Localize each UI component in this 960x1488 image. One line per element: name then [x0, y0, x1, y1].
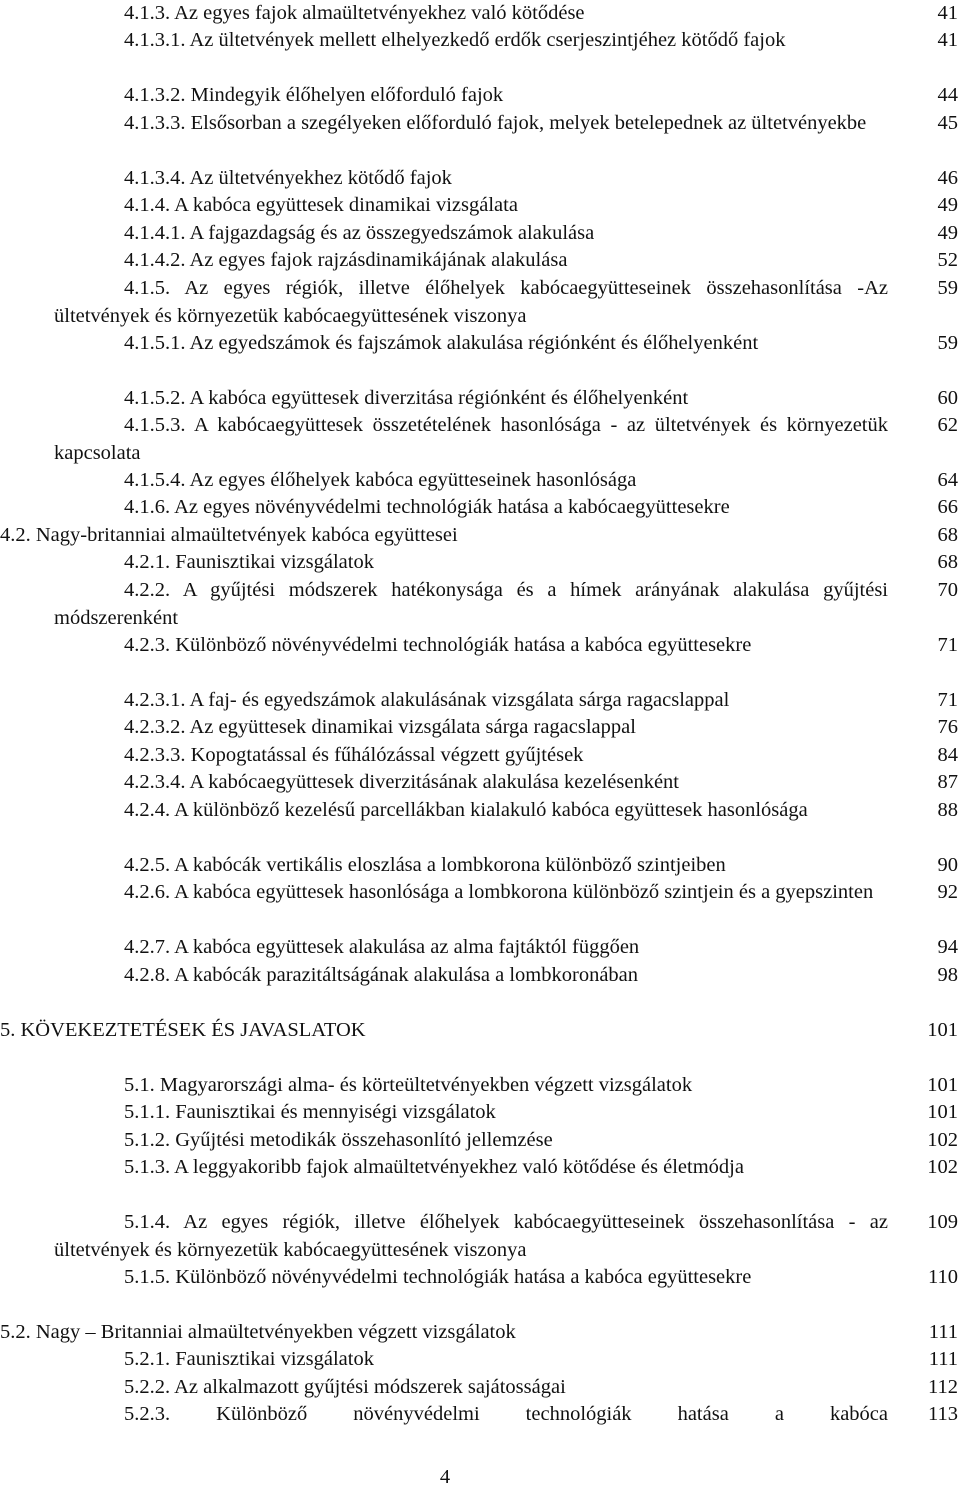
- toc-entry-title: 4.2.8. A kabócák parazitáltságának alakulása a lombkoronában: [124, 964, 639, 986]
- toc-entry-title: 4.1.4.1. A fajgazdagság és az összegyedszámok alakulása: [124, 222, 595, 244]
- toc-entry-title: 4.1.4. A kabóca együttesek dinamikai vizsgálata: [124, 194, 518, 216]
- toc-entry: [124, 247, 960, 275]
- toc-entry-page: 60: [937, 387, 958, 409]
- toc-entry-title: 4.1.3.1. Az ültetvények mellett elhelyezkedő erdők cserjeszintjéhez kötődő fajok: [124, 29, 786, 51]
- toc-entry-page: 109: [927, 1211, 958, 1233]
- toc-entry: [124, 1374, 960, 1402]
- toc-entry-page: 88: [937, 799, 958, 821]
- toc-entry-page: 113: [928, 1403, 958, 1425]
- toc-entry-page: 62: [937, 414, 958, 436]
- toc-entry: [124, 220, 960, 248]
- toc-entry-title: 5.1.5. Különböző növényvédelmi technológiák hatása a kabóca együttesekre: [124, 1266, 752, 1288]
- toc-entry: [124, 852, 960, 880]
- toc-entry-title: 4.2.7. A kabóca együttesek alakulása az alma fajtáktól függően: [124, 936, 640, 958]
- toc-entry-title: 4.2.5. A kabócák vertikális eloszlása a lombkorona különböző szintjeiben: [124, 854, 726, 876]
- toc-entry: [124, 687, 960, 715]
- toc-entry-page: 44: [937, 84, 958, 106]
- toc-entry-page: 45: [937, 112, 958, 134]
- toc-entry-page: 71: [937, 689, 958, 711]
- toc-entry-title: 5.1. Magyarországi alma- és körteültetvényekben végzett vizsgálatok: [124, 1074, 693, 1096]
- toc-entry: [124, 1401, 960, 1429]
- toc-entry: [124, 467, 960, 495]
- toc-entry: [54, 1264, 960, 1292]
- toc-entry-page: 111: [928, 1321, 958, 1343]
- toc-entry-title: 4.2.3.2. Az együttesek dinamikai vizsgálata sárga ragacslappal: [124, 716, 636, 738]
- toc-entry: [54, 879, 960, 907]
- toc-entry: [124, 714, 960, 742]
- toc-entry-title: 4.1.3.4. Az ültetvényekhez kötődő fajok: [124, 167, 452, 189]
- toc-entry: [124, 549, 960, 577]
- toc-entry-title: 4.1.6. Az egyes növényvédelmi technológiák hatása a kabócaegyüttesekre: [124, 496, 730, 518]
- toc-entry: [54, 797, 960, 825]
- toc-entry-page: 71: [937, 634, 958, 656]
- toc-entry-page: 41: [937, 2, 958, 24]
- toc-entry-title: 4.2.3. Különböző növényvédelmi technológiák hatása a kabóca együttesekre: [124, 634, 752, 656]
- toc-entry-page: 52: [937, 249, 958, 271]
- toc-entry: [124, 0, 960, 28]
- toc-entry: [0, 1319, 960, 1347]
- toc-entry-page: 49: [937, 194, 958, 216]
- toc-entry-title: 5.2.1. Faunisztikai vizsgálatok: [124, 1348, 374, 1370]
- toc-entry-page: 98: [937, 964, 958, 986]
- toc-entry-page: 87: [937, 771, 958, 793]
- toc-entry-page: 46: [937, 167, 958, 189]
- toc-entry-page: 110: [928, 1266, 958, 1288]
- toc-entry-page: 70: [937, 579, 958, 601]
- toc-entry-page: 92: [937, 881, 958, 903]
- toc-entry-page: 76: [937, 716, 958, 738]
- toc-entry-title: 4.2.1. Faunisztikai vizsgálatok: [124, 551, 374, 573]
- toc-entry-title: 4.1.5.2. A kabóca együttesek diverzitása régiónként és élőhelyenként: [124, 387, 689, 409]
- toc-entry: [124, 1099, 960, 1127]
- toc-entry: [54, 632, 960, 660]
- toc-entry: [124, 1072, 960, 1100]
- toc-entry: [124, 934, 960, 962]
- toc-entry-page: 64: [937, 469, 958, 491]
- toc-entry-page: 59: [937, 332, 958, 354]
- toc-entry: [124, 1127, 960, 1155]
- toc-entry-page: 94: [937, 936, 958, 958]
- toc-entry: [124, 165, 960, 193]
- toc-entry-title: 4.2.3.3. Kopogtatással és fűhálózással végzett gyűjtések: [124, 744, 584, 766]
- toc-entry-title: 4.1.5.1. Az egyedszámok és fajszámok alakulása régiónként és élőhelyenként: [124, 332, 759, 354]
- toc-entry-page: 101: [927, 1074, 958, 1096]
- toc-entry-title: 4.2.6. A kabóca együttesek hasonlósága a lombkorona különböző szintjein és a gyepszinten: [124, 881, 874, 903]
- toc-entry-title: 5.2.3. Különböző növényvédelmi technológiák hatása a kabóca: [124, 1403, 888, 1425]
- toc-entry-title: 4.1.4.2. Az egyes fajok rajzásdinamikájának alakulása: [124, 249, 568, 271]
- toc-entry: [54, 330, 960, 358]
- toc-entry-title: 4.2. Nagy-britanniai almaültetvények kabóca együttesei: [0, 524, 458, 546]
- toc-entry-title: 5.2.2. Az alkalmazott gyűjtési módszerek sajátosságai: [124, 1376, 566, 1398]
- page-number: 4: [439, 1466, 451, 1488]
- toc-entry-page: 112: [928, 1376, 958, 1398]
- toc-entry-page: 101: [927, 1019, 958, 1041]
- toc-entry-title: 4.1.5. Az egyes régiók, illetve élőhelyek kabócaegyütteseinek összehasonlítása -Az ültetvények és környezetük kabócaegyüttesének viszonya: [54, 277, 888, 327]
- toc-entry-page: 49: [937, 222, 958, 244]
- toc-entry-title: 4.1.5.4. Az egyes élőhelyek kabóca együtteseinek hasonlósága: [124, 469, 637, 491]
- toc-entry-page: 101: [927, 1101, 958, 1123]
- toc-entry: [124, 494, 960, 522]
- toc-entry-title: 4.2.3.1. A faj- és egyedszámok alakulásának vizsgálata sárga ragacslappal: [124, 689, 730, 711]
- toc-entry-page: 68: [937, 551, 958, 573]
- toc-entry: [54, 275, 960, 330]
- toc-entry-page: 66: [937, 496, 958, 518]
- toc-entry-title: 4.1.3.3. Elsősorban a szegélyeken előforduló fajok, melyek betelepednek az ültetvényekbe: [124, 112, 867, 134]
- toc-entry: [124, 385, 960, 413]
- toc-entry: [54, 412, 960, 467]
- toc-entry: [54, 110, 960, 138]
- toc-entry: [124, 962, 960, 990]
- toc-entry: [124, 769, 960, 797]
- toc-entry: [124, 742, 960, 770]
- toc-entry-title: 5.2. Nagy – Britanniai almaültetvényekben végzett vizsgálatok: [0, 1321, 516, 1343]
- toc-entry-page: 111: [928, 1348, 958, 1370]
- toc-entry-title: 4.2.4. A különböző kezelésű parcellákban kialakuló kabóca együttesek hasonlósága: [124, 799, 808, 821]
- toc-entry: [124, 192, 960, 220]
- toc-entry-title: 4.1.3.2. Mindegyik élőhelyen előforduló fajok: [124, 84, 504, 106]
- toc-entry: [54, 27, 960, 55]
- toc-entry: [54, 1154, 960, 1182]
- toc-entry: [54, 1209, 960, 1264]
- toc-entry-page: 84: [937, 744, 958, 766]
- toc-entry-page: 68: [937, 524, 958, 546]
- toc-entry: [0, 1017, 960, 1045]
- toc-entry-title: 5.1.3. A leggyakoribb fajok almaültetvényekhez való kötődése és életmódja: [124, 1156, 744, 1178]
- toc-entry: [124, 1346, 960, 1374]
- toc-entry-title: 5.1.2. Gyűjtési metodikák összehasonlító jellemzése: [124, 1129, 553, 1151]
- toc-entry-title: 4.2.2. A gyűjtési módszerek hatékonysága és a hímek arányának alakulása gyűjtési módszerenként: [54, 579, 888, 629]
- toc-entry: [54, 577, 960, 632]
- toc-entry-title: 4.1.5.3. A kabócaegyüttesek összetételének hasonlósága - az ültetvények és környezetük kapcsolata: [54, 414, 888, 464]
- toc-entry: [124, 82, 960, 110]
- toc-entry: [0, 522, 960, 550]
- toc-entry-title: 5.1.4. Az egyes régiók, illetve élőhelyek kabócaegyütteseinek összehasonlítása - az ültetvények és környezetük kabócaegyüttesének viszonya: [54, 1211, 888, 1261]
- toc-entry-page: 59: [937, 277, 958, 299]
- toc-entry-title: 5.1.1. Faunisztikai és mennyiségi vizsgálatok: [124, 1101, 496, 1123]
- toc-entry-page: 102: [927, 1156, 958, 1178]
- toc-entry-title: 4.2.3.4. A kabócaegyüttesek diverzitásának alakulása kezelésenként: [124, 771, 679, 793]
- toc-entry-title: 5. KÖVEKEZTETÉSEK ÉS JAVASLATOK: [0, 1019, 366, 1041]
- toc-entry-page: 90: [937, 854, 958, 876]
- toc-entry-page: 41: [937, 29, 958, 51]
- toc-entry-title: 4.1.3. Az egyes fajok almaültetvényekhez való kötődése: [124, 2, 585, 24]
- toc-entry-page: 102: [927, 1129, 958, 1151]
